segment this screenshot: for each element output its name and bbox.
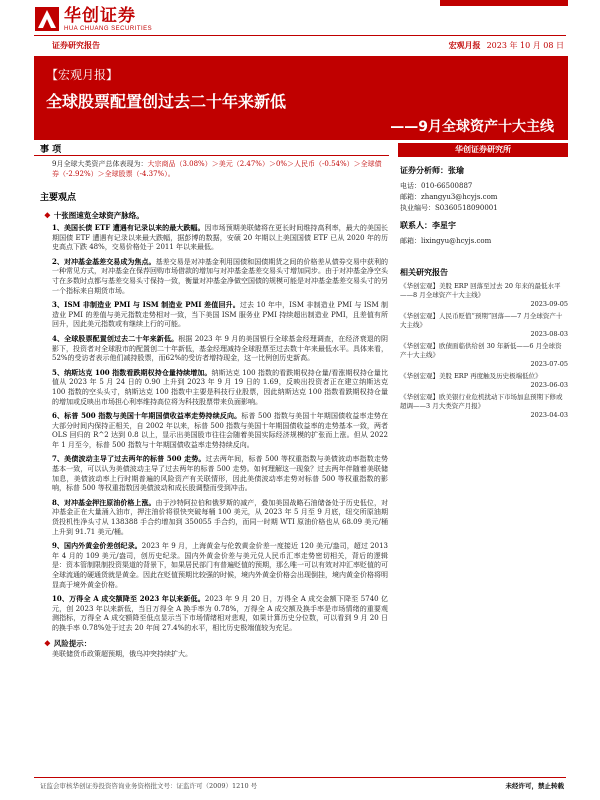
summary-highlight: 大宗商品（3.08%）＞美元（2.47%）＞0%＞人民币（-0.54%）＞全球债券（-2.92%）＞全球股票（-4.37%）。 [52,160,382,178]
related-report-item[interactable]: 《华创宏观】欧美银行业危机扰动下市场加息预期下修或超调——3 月大类资产月报》 2023-04-03 [400,393,568,419]
section-views-heading: 主要观点 [40,193,77,203]
list-item: 2、对冲基金基差交易成为焦点。基差交易是对冲基金利用国债和国债期货之间的价格差从债券交易中获利的一种常见方式，对冲基金在保荐回购市场借款的增加与对冲基金基差交易头寸增加同步。由于对冲基金净空头寸在多数时点都与基差交易头寸保持一致，衡量对冲基金净做空国债的规模可能是对冲基金基差交易头寸的另一个指标来自期货市场。 [52,256,389,295]
related-report-item[interactable]: 《华创宏观】美股 ERP 回落至过去 20 年来的最低水平——8 月全球资产十大主线》 2023-09-05 [400,282,568,308]
report-subtitle: ——9月全球资产十大主线 [390,119,554,135]
logo-text-en: HUA CHUANG SECURITIES [64,26,153,32]
risk-text: 美联储货币政策超预期，俄乌冲突持续扩大。 [52,649,192,658]
list-item: 8、对冲基金押注原油价格上涨。由于沙特阿拉伯和俄罗斯的减产，叠加美国战略石油储备处于历史低位，对冲基金正在大量涌入油市，押注油价将很快突破每桶 100 美元，从 2023 年 5 月至 9 月底，纽交所原油期货投机性净头寸从 138388 手合约增加到 350055 手合约，而同一时期 WTI 原油价格也从 68.09 美元/桶上升到 91.71 美元/桶。 [52,497,389,536]
section-event-divider [34,155,389,156]
related-reports-heading: 相关研究报告 [400,267,448,277]
list-item: 7、美债波动主导了过去两年的标普 500 走势。过去两年间，标普 500 等权重指数与美债波动率指数走势基本一致，可以认为美债波动主导了过去两年的标普 500 走势。如何理解这一现象？过去两年伴随着美联储加息，美债波动率上行时期普遍的风险资产有关联情形，因此美债波动率走势对标普 500 等权重指数的影响，标普 500 等权重指数因美债波动和成长股调整而受到冲击。 [52,454,388,493]
sidebar-team-title: 华创证券研究所 [398,143,568,157]
bullet-icon: ❖ [44,638,51,648]
report-category: 证券研究报告 [52,40,100,50]
header-divider [34,35,566,36]
analyst-heading: 证券分析师：张瑜 [400,165,464,175]
title-tag: 【宏观月报】 [46,68,119,82]
sidebar [398,143,568,423]
footer-license: 证监会审核华创证券投资咨询业务资格批文号：证监许可（2009）1210 号 [40,782,258,790]
report-title: 全球股票配置创过去二十年来新低 [46,92,287,111]
summary-paragraph [52,159,387,179]
company-logo [34,6,184,32]
logo-text-cn: 华创证券 [64,6,136,26]
main-subhead: ❖ 十张图速览全球资产脉络。 [44,211,144,220]
analyst-email[interactable]: 邮箱：zhangyu3@hcyjs.com [400,193,498,201]
list-item: 9、国内外黄金价差创纪录。2023 年 9 月，上海黄金与伦敦黄金价差一度接近 120 美元/盎司，超过 2013 年 4 月的 109 美元/盎司，创历史纪录。国内外黄金价差与美元兑人民币汇率走势密切相关，背后的逻辑是：资本管制限制投资渠道的背景下，如果居民部门有普遍贬值的预期，那么唯一可以有效对冲汇率贬值的可全球流通的硬通货就是黄金。因此在贬值预期比较强的时候，境内外黄金价格会出现倒挂，境内黄金价格将明显高于境外黄金价格。 [52,541,388,589]
contact-email[interactable]: 邮箱：lixingyu@hcyjs.com [400,237,492,245]
list-item: 4、全球股票配置创过去二十年来新低。根据 2023 年 9 月的美国银行全球基金经理调查，在经济衰退的阴影下，投资者对全球股市的配置创二十年新低，基金经理减持全球股票至过去数十年来最低水平。具体来看，52%的受访者表示他们减持股票，而62%的受访者增持现金，这一比例创历史新高。 [52,333,388,363]
list-item: 6、标普 500 指数与美国十年期国债收益率走势持续反向。标普 500 指数与美国十年期国债收益率走势在大部分时间内保持正相关，自 2002 年以来，标普 500 指数与美国十年期国债收益率的走势基本一致，两者 OLS 回归的 R^2 达到 0.8 以上，显示出美国股市往往会随着美国实际经济规模的扩张而上涨。但从 2022 年 1 月至今，标普 500 指数与十年期国债收益率走势持续反向。 [52,411,389,449]
main-content [40,210,388,659]
logo-mark-icon [34,6,60,32]
analyst-license: 执业编号：S0360518090001 [400,204,498,212]
list-item: 10、万得全 A 成交额降至 2023 年以来新低。2023 年 9 月 20 日，万得全 A 成交金额下降至 5740 亿元，创 2023 年以来新低，当日万得全 A 换手率为 0.78%，万得全 A 成交额及换手率是市场情绪的重要观测指标，万得全 A 成交额降至低点显示当下市场情绪相对悲观，如果计算历史分位数，可以看到 9 月 20 日的换手率 0.78%处于过去 20 年间 27.4%的水平，相比历史极端值较为充足。 [52,594,388,632]
section-event-heading: 事 项 [40,145,62,155]
contact-heading: 联系人：李星宇 [400,220,456,230]
header-accent-bar [440,0,568,6]
title-banner [34,56,568,140]
list-item: 3、ISM 非制造业 PMI 与 ISM 制造业 PMI 差值回升。过去 10 年中，ISM 非制造业 PMI 与 ISM 制造业 PMI 的差值与美元指数走势相对一致，当下美国 ISM 服务业 PMI 持续超出制造业 PMI，且差值有所回升，因此美元指数或有继续上行的可能。 [52,300,388,329]
summary-intro: 9月全球大类资产总体表现为： [52,160,148,168]
related-report-item[interactable]: 《华创宏观】美股 ERP 再度触及历史极端低位》 2023-06-03 [400,372,568,389]
analyst-phone: 电话：010-66500887 [400,182,473,190]
report-date: 2023 年 10 月 08 日 [486,41,564,50]
bullet-icon: ❖ [44,211,51,220]
risk-heading: ❖ 风险提示： [44,638,92,648]
list-item: 1、美国长债 ETF 遭遇有记录以来的最大跌幅。因市场预期美联储将在更长时间维持高利率，最大的美国长期国债 ETF 遭遇有记录以来最大跌幅，据彭博的数据，安硕 20 年期以上美国国债 ETF 已从 2020 年的历史高点下跌 48%，交易价格处于 2011 年以来最低。 [52,223,389,252]
report-date-line [449,40,564,51]
related-report-item[interactable]: 《华创宏观】欧债面临供给创 30 年新低——6 月全球资产十大主线》 2023-07-05 [400,342,568,368]
list-item: 5、纳斯达克 100 指数看跌期权持仓量持续增加。纳斯达克 100 指数的看跌期权持仓量/看涨期权持仓量比值从 2023 年 5 月 24 日的 0.90 上升到 2023 年 9 月 19 日的 1.69，反映出投资者正在建立纳斯达克 100 指数的空头头寸，纳斯达克 100 指数中主要是科技行业股票，因此纳斯达克 100 指数看跌期权持仓量的增加或反映出市场担心利率维持高位将为科技股票带来负面影响。 [52,367,389,406]
footer-copyright: 未经许可，禁止转载 [505,782,564,790]
report-type: 宏观月报 [448,40,481,50]
footer-divider [34,777,566,778]
related-report-item[interactable]: 《华创宏观】人民币贬值“预期”回落——7 月全球资产十大主线》 2023-08-03 [400,312,568,338]
